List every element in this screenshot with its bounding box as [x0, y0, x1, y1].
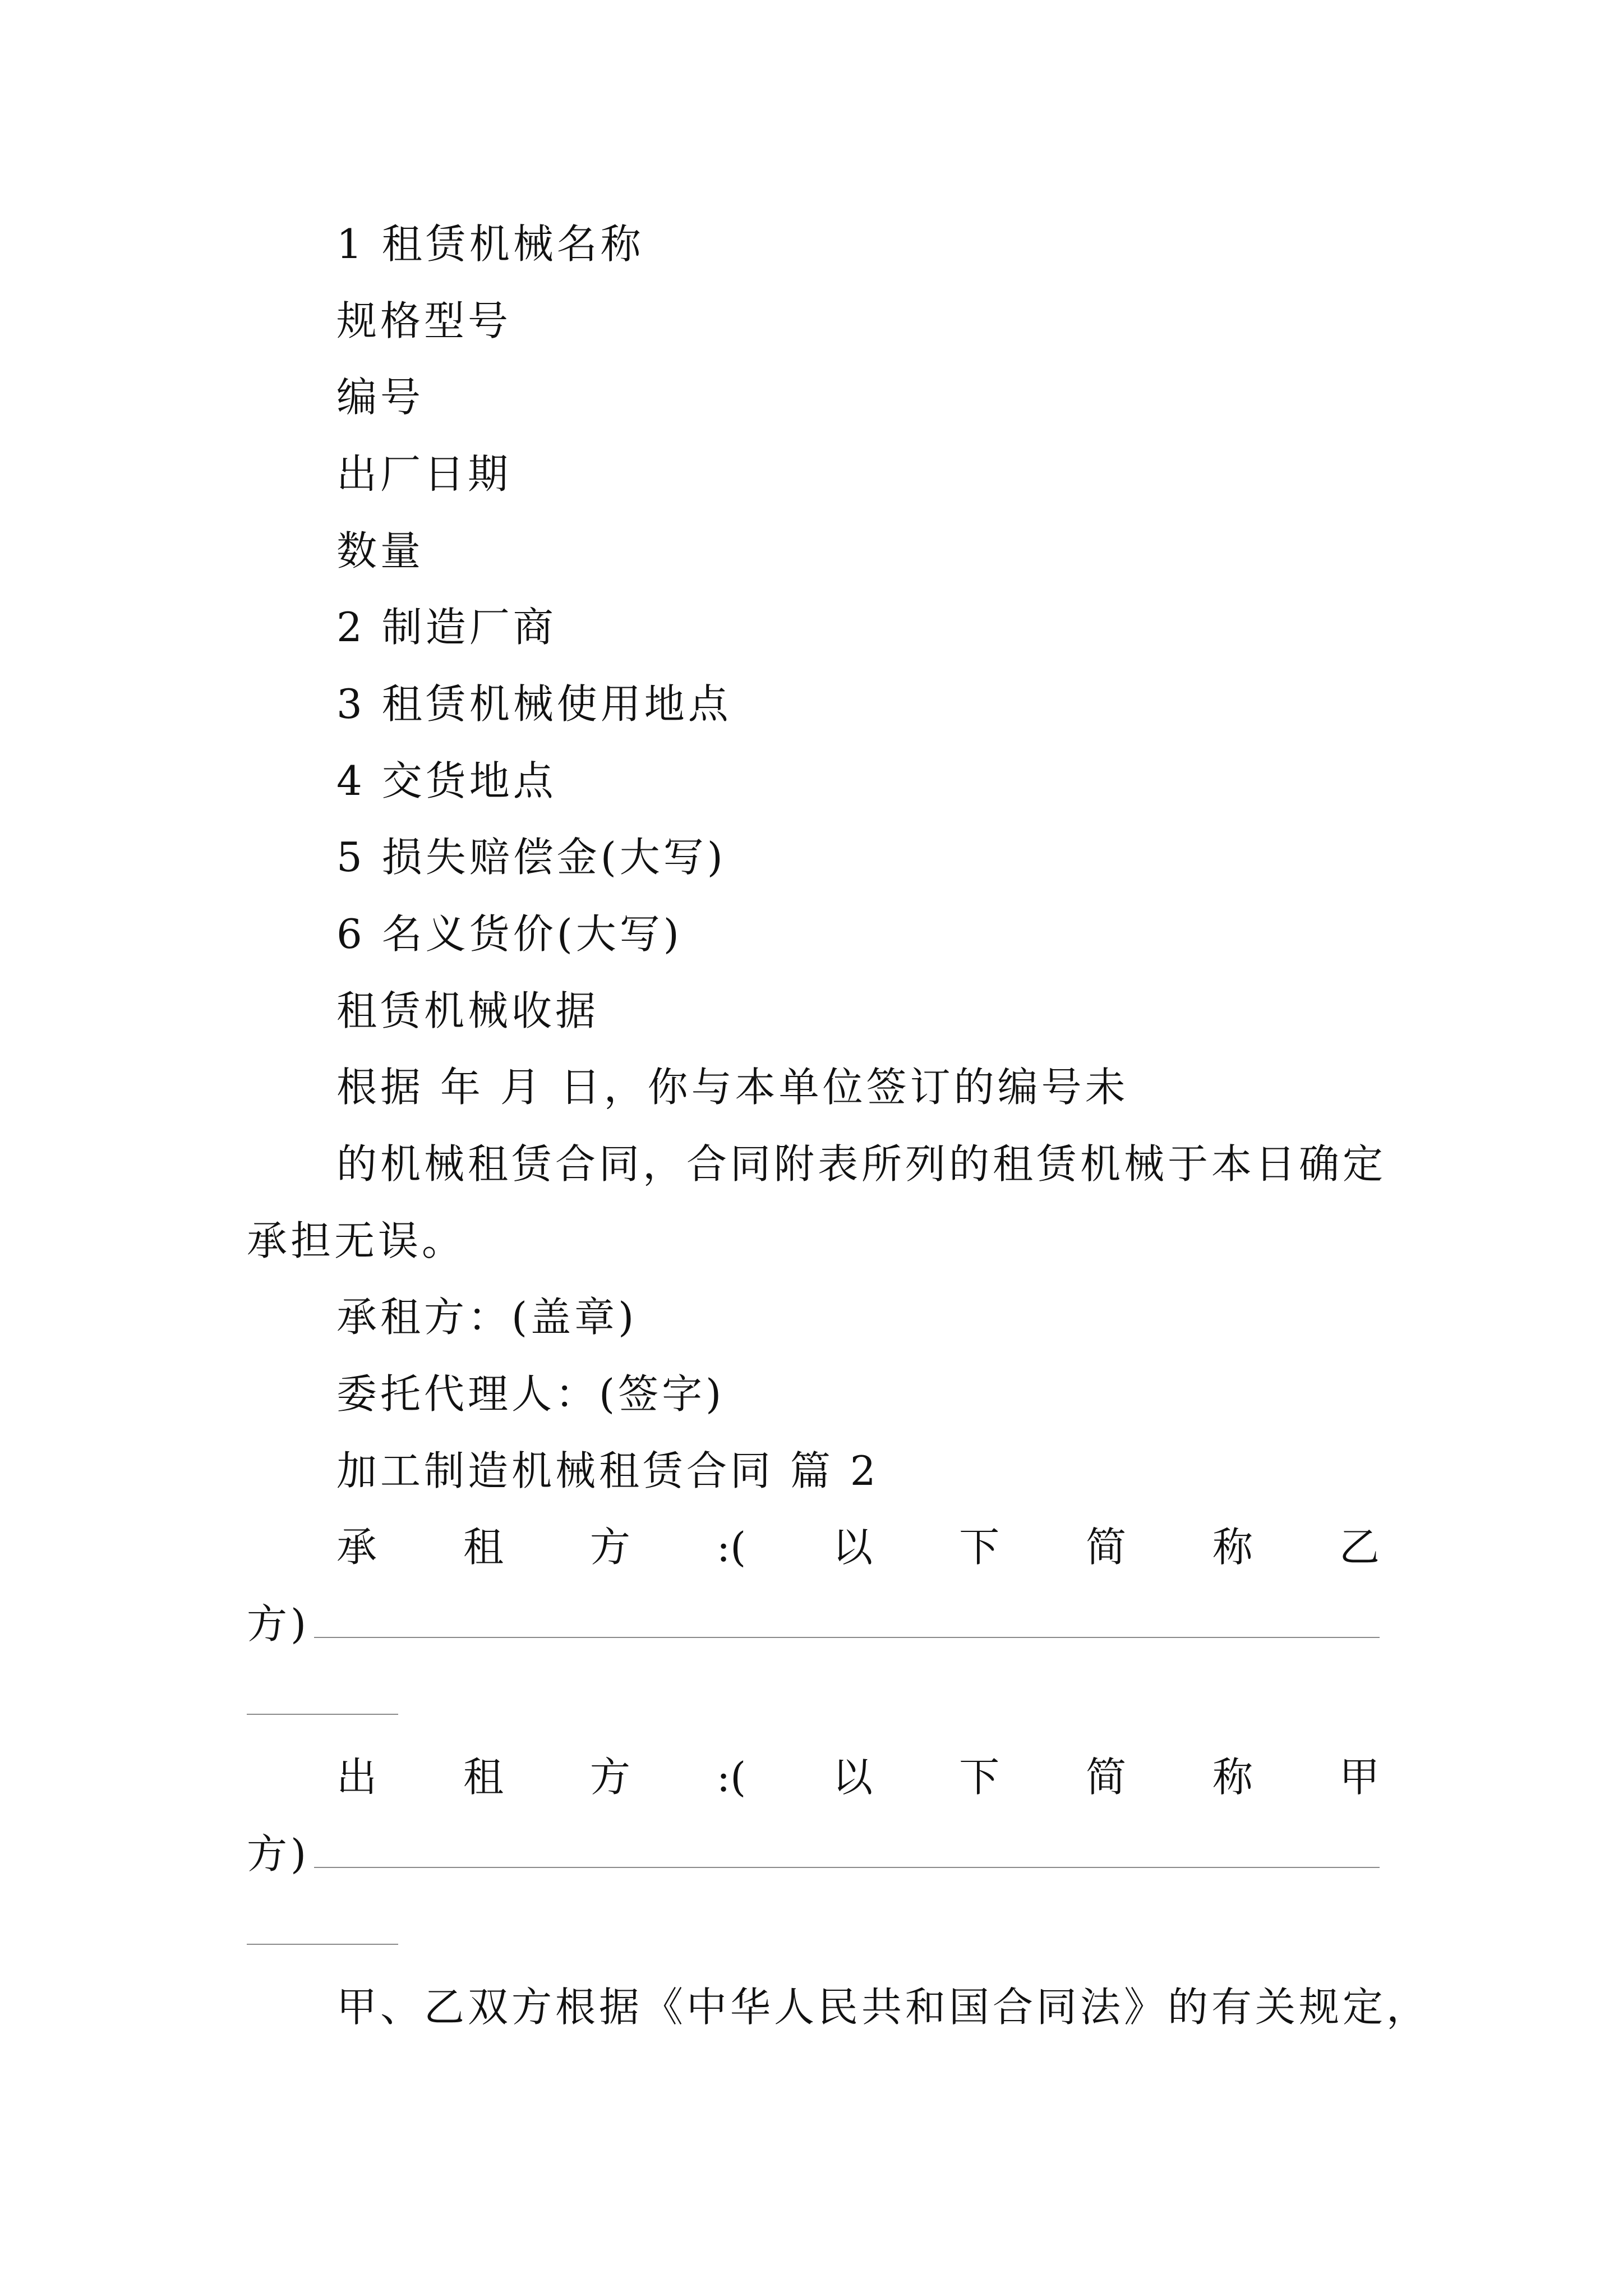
receipt-paragraph-line-1: 根据 年 月 日，你与本单位签订的编号未	[336, 1064, 1129, 1111]
lessor-char: 方	[589, 1754, 630, 1801]
lessor-tail: 方)	[247, 1830, 310, 1878]
item-manufacture-date: 出厂日期	[336, 450, 512, 498]
lessor-label-line	[336, 1749, 1380, 1805]
lessor-char: 租	[463, 1754, 504, 1801]
item-delivery-location: 4 交货地点	[336, 757, 557, 804]
lessor-char: 出	[336, 1754, 377, 1801]
lessee-tail: 方)	[247, 1600, 310, 1648]
lessee-label-line	[336, 1519, 1380, 1575]
lessee-char: 简	[1086, 1524, 1127, 1571]
lessor-char: 称	[1212, 1754, 1253, 1801]
lessee-seal-line: 承租方：(盖章)	[336, 1294, 638, 1341]
item-quantity: 数量	[336, 527, 425, 574]
lessee-char: 下	[959, 1524, 1000, 1571]
item-spec-model: 规格型号	[336, 297, 512, 344]
receipt-paragraph-line-3: 承担无误。	[247, 1217, 466, 1264]
lessee-fill-line-continued	[247, 1714, 398, 1715]
item-compensation: 5 损失赔偿金(大写)	[336, 834, 726, 881]
lessor-fill-line-continued	[247, 1944, 398, 1945]
section-heading: 加工制造机械租赁合同 篇 2	[336, 1447, 879, 1494]
lessee-fill-line	[314, 1637, 1380, 1638]
lessee-char: 方	[589, 1524, 630, 1571]
item-machine-name: 1 租赁机械名称	[336, 220, 644, 268]
lessee-char: 以	[832, 1524, 873, 1571]
lessee-char: 承	[336, 1524, 377, 1571]
item-serial-number: 编号	[336, 374, 425, 421]
item-nominal-price: 6 名义货价(大写)	[336, 910, 683, 958]
lessor-char: 甲	[1339, 1754, 1380, 1801]
lessor-char: 下	[959, 1754, 1000, 1801]
lessee-char: 乙	[1339, 1524, 1380, 1571]
item-manufacturer: 2 制造厂商	[336, 604, 557, 651]
lessor-char: 简	[1086, 1754, 1127, 1801]
lessor-char: :(	[716, 1754, 746, 1801]
receipt-title: 租赁机械收据	[336, 987, 600, 1034]
agent-signature-line: 委托代理人：(签字)	[336, 1370, 725, 1418]
closing-paragraph: 甲、乙双方根据《中华人民共和国合同法》的有关规定，	[336, 1984, 1431, 2031]
lessor-fill-line	[314, 1867, 1380, 1868]
lessee-char: 称	[1212, 1524, 1253, 1571]
receipt-paragraph-line-2: 的机械租赁合同，合同附表所列的租赁机械于本日确定	[336, 1140, 1387, 1188]
lessee-char: :(	[716, 1524, 746, 1571]
lessor-char: 以	[832, 1754, 873, 1801]
lessee-char: 租	[463, 1524, 504, 1571]
item-usage-location: 3 租赁机械使用地点	[336, 680, 732, 728]
